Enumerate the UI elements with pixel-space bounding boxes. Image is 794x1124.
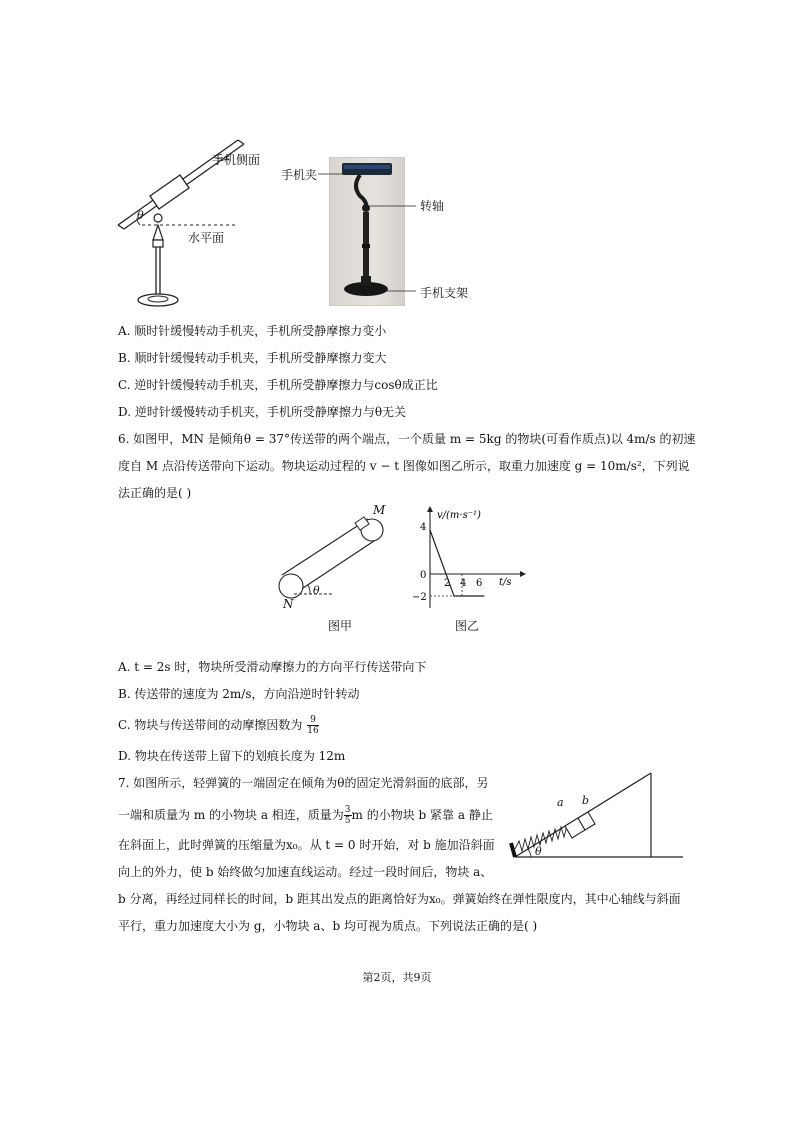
q7-line2-part1: 一端和质量为 m 的小物块 a 相连，质量为 (118, 808, 344, 822)
frac-den: 5 (344, 816, 351, 826)
frac-num: 9 (307, 715, 318, 726)
q6-stem-line3: 法正确的是( ) (118, 486, 192, 500)
q7-stem-line1: 7. 如图所示，轻弹簧的一端固定在倾角为θ的固定光滑斜面的底部，另 (118, 776, 489, 790)
q5-option-c: C. 逆时针缓慢转动手机夹，手机所受静摩擦力与cosθ成正比 (118, 378, 438, 392)
fig-b-caption: 图乙 (455, 619, 480, 633)
y-tick-4: 4 (420, 522, 427, 533)
q6-option-b: B. 传送带的速度为 2m/s，方向沿逆时针转动 (118, 687, 360, 701)
q7-stem-line2 (118, 805, 493, 826)
vt-chart (410, 500, 530, 615)
label-rotation-axis: 转轴 (420, 199, 445, 213)
page-footer: 第2页，共9页 (362, 971, 432, 984)
q7-stem-line5: b 分离，再经过同样长的时间，b 距其出发点的距离恰好为x₀。弹簧始终在弹性限度内，其中心轴线与斜面 (118, 892, 681, 906)
y-axis-label: v/(m·s⁻¹) (437, 510, 481, 521)
q5-option-d: D. 逆时针缓慢转动手机夹，手机所受静摩擦力与θ无关 (118, 405, 407, 419)
q6-option-a: A. t = 2s 时，物块所受滑动摩擦力的方向平行传送带向下 (118, 660, 427, 674)
q7-stem-line6: 平行，重力加速度大小为 g，小物块 a、b 均可视为质点。下列说法正确的是( ) (118, 919, 538, 933)
q7-stem-line4: 向上的外力，使 b 始终做匀加速直线运动。经过一段时间后，物块 a、 (118, 865, 493, 879)
q5-option-b: B. 顺时针缓慢转动手机夹，手机所受静摩擦力变大 (118, 351, 387, 365)
y-tick-0: 0 (420, 570, 427, 581)
q7-stem-line3: 在斜面上，此时弹簧的压缩量为x₀。从 t = 0 时开始，对 b 施加沿斜面 (118, 838, 495, 852)
fraction-3-5 (344, 805, 352, 826)
q6-option-c-text: C. 物块与传送带间的动摩擦因数为 (118, 718, 303, 732)
label-theta-top: θ (137, 209, 144, 222)
label-phone-stand: 手机支架 (420, 286, 469, 300)
x-tick-4: 4 (460, 578, 467, 589)
y-tick-neg2: −2 (412, 592, 427, 603)
q6-option-d: D. 物块在传送带上留下的划痕长度为 12m (118, 749, 346, 763)
label-N: N (283, 597, 294, 611)
x-tick-6: 6 (476, 578, 483, 589)
label-phone-clip: 手机夹 (281, 168, 318, 182)
label-block-a: a (557, 796, 564, 809)
label-M: M (373, 503, 386, 517)
q6-stem-line1: 6. 如图甲，MN 是倾角θ = 37°传送带的两个端点，一个质量 m = 5kg 的物块(可看作质点)以 4m/s 的初速 (118, 432, 696, 446)
x-tick-2: 2 (444, 578, 451, 589)
q6-stem-line2: 度自 M 点沿传送带向下运动。物块运动过程的 v − t 图像如图乙所示，取重力加速度 g = 10m/s²，下列说 (118, 459, 690, 473)
frac-den: 16 (307, 726, 319, 736)
spring-incline-figure (505, 768, 690, 863)
fraction-9-16 (307, 715, 318, 736)
x-axis-label: t/s (499, 577, 512, 588)
q6-option-c (118, 715, 319, 736)
photo-leader-lines (318, 160, 428, 300)
label-theta-incline: θ (535, 845, 542, 858)
fig-a-caption: 图甲 (328, 619, 353, 633)
phone-clip-block (150, 175, 189, 209)
label-phone-side: 手机侧面 (212, 153, 261, 167)
q5-option-a: A. 顺时针缓慢转动手机夹，手机所受静摩擦力变小 (118, 324, 387, 338)
frac-num: 3 (344, 805, 351, 815)
q7-line2-part2: m 的小物块 b 紧靠 a 静止 (351, 808, 493, 822)
label-horizontal-plane: 水平面 (188, 231, 225, 245)
label-theta-belt: θ (313, 584, 320, 597)
label-block-b: b (582, 794, 590, 807)
